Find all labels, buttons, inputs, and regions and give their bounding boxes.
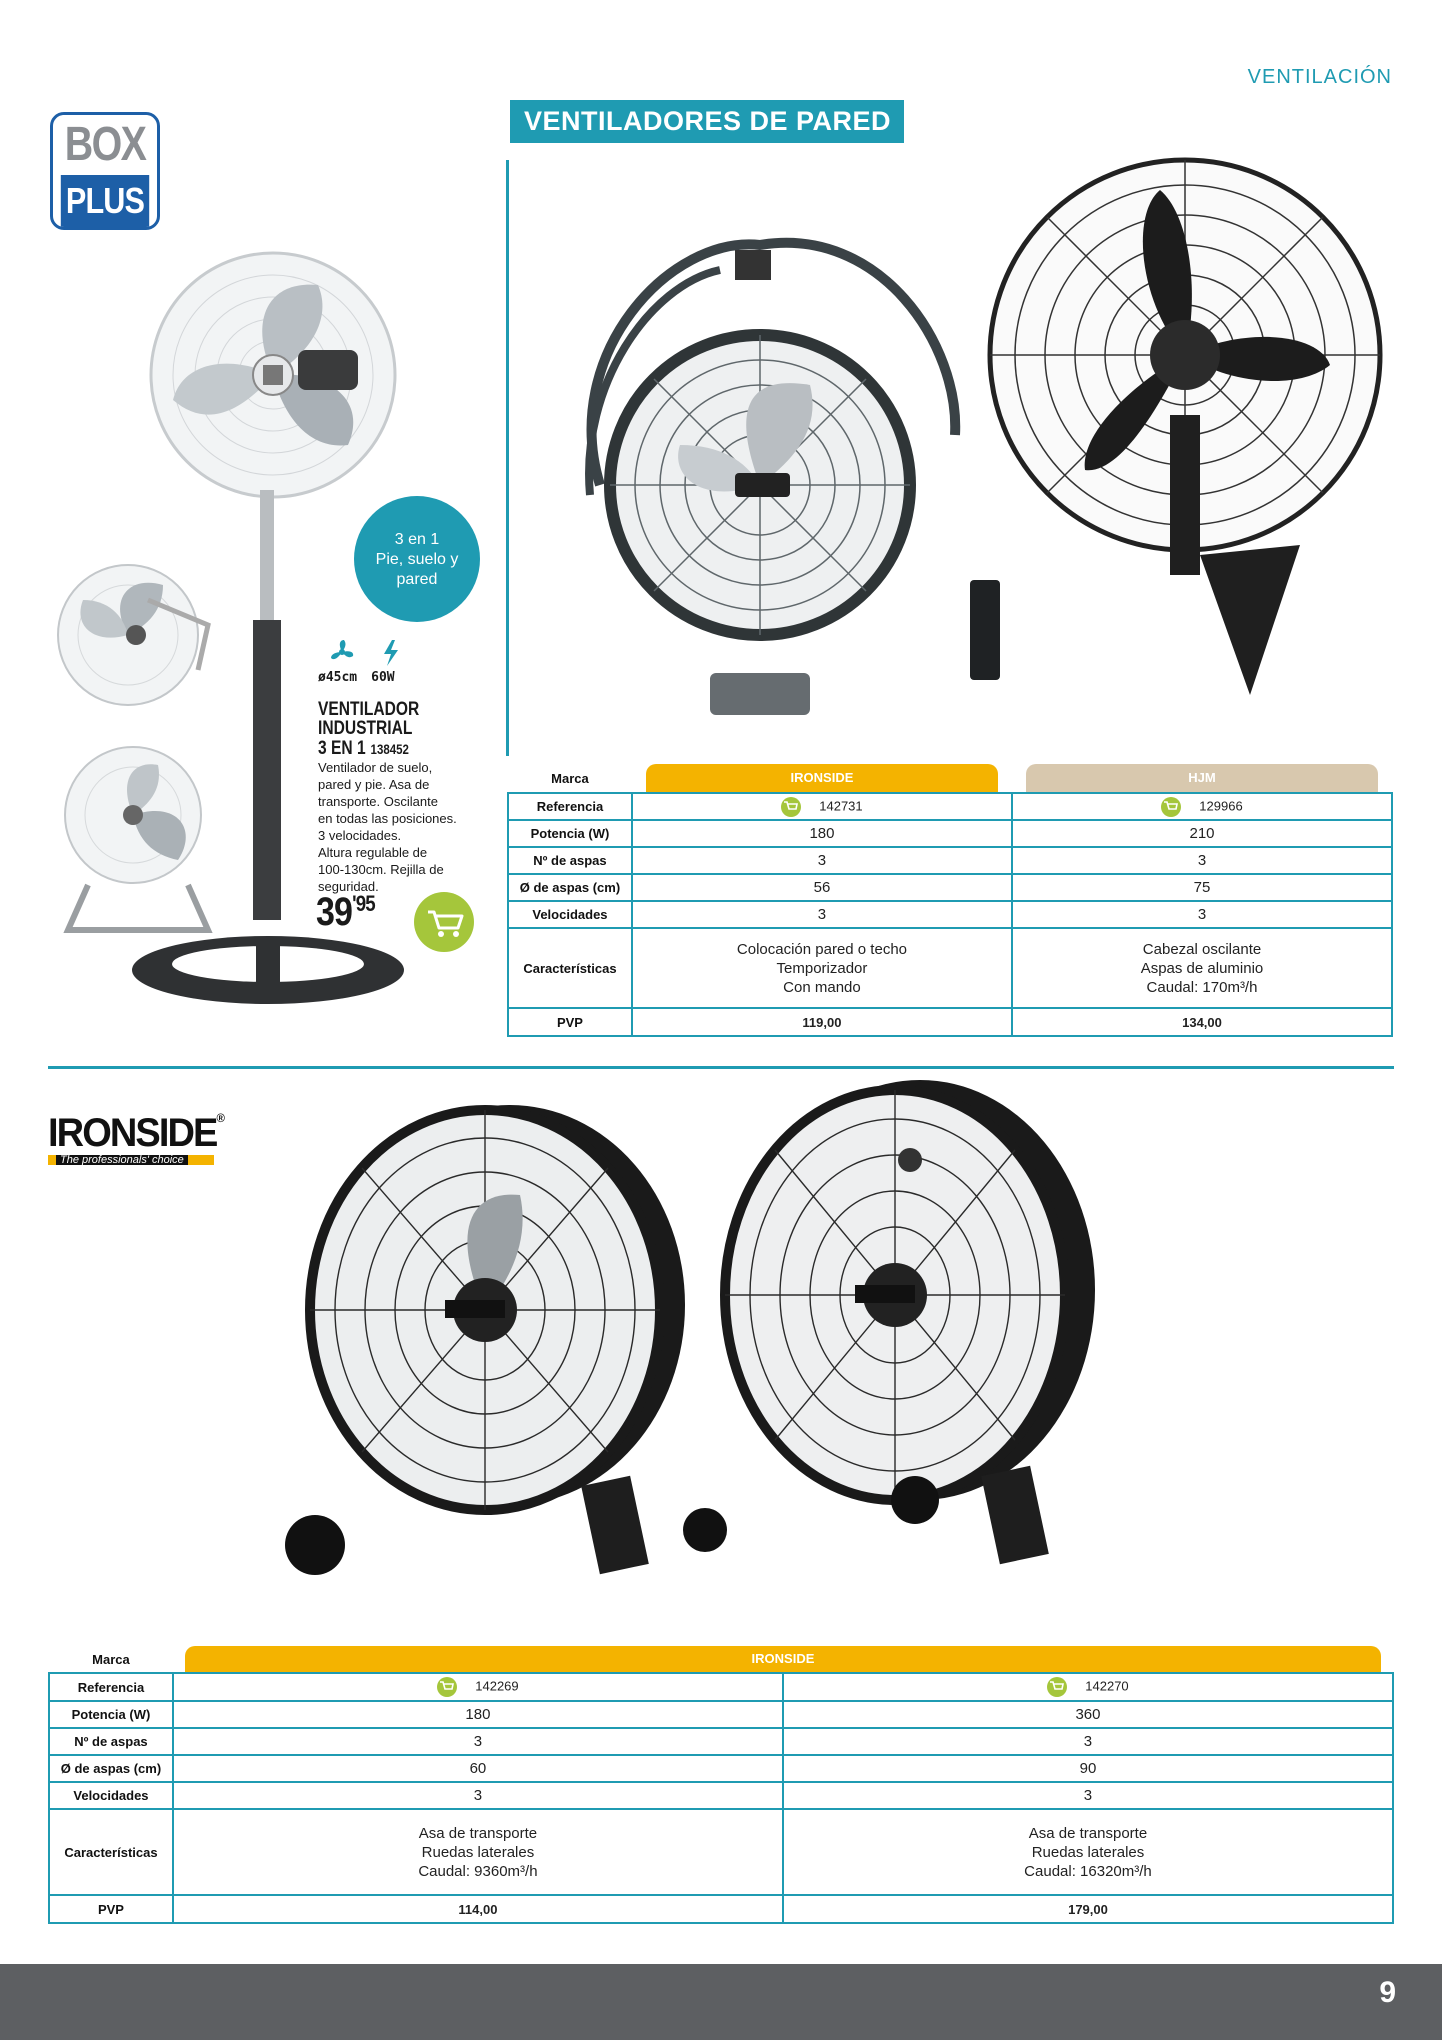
power-value: 60W [371,670,395,685]
diameter-value: ø45cm [318,670,358,685]
desc-line: pared y pie. Asa de [318,777,430,792]
fan-blades-icon [331,640,353,659]
label-marca: Marca [551,770,589,786]
ref-cell [1012,793,1392,820]
page-number: 9 [1379,1976,1396,2009]
remote-control [970,580,1000,680]
product-description [318,759,468,895]
desc-line: transporte. Oscilante [318,794,438,809]
brand-ironside: IRONSIDE [646,764,998,792]
badge-line-3: pared [396,571,438,588]
box-plus-top: BOX [62,115,147,175]
ironside-logo-word: IRONSIDE [48,1111,217,1155]
potencia-value: 180 [173,1701,783,1728]
aspas-value: 3 [783,1728,1393,1755]
desc-line: seguridad. [318,879,379,894]
spec-table-2 [48,1646,1394,1924]
cart-icon[interactable] [781,797,801,817]
spec-values [318,670,409,685]
caracteristica-line: Caudal: 16320m³/h [1024,1862,1152,1880]
caracteristica-line: Con mando [783,978,861,996]
product-subtitle [318,738,409,760]
page-title: VENTILADORES DE PARED [510,100,904,143]
diametro-value: 60 [173,1755,783,1782]
lightning-icon [384,640,398,666]
aspas-value: 3 [632,847,1012,874]
cart-icon[interactable] [1047,1677,1067,1697]
product-name-line-1: VENTILADOR [318,699,420,720]
ref-cell [632,793,1012,820]
add-to-cart-button[interactable] [414,892,474,952]
label-caracteristicas: Características [508,928,632,1008]
price-integer: 39 [316,890,353,934]
brand-ironside: IRONSIDE [185,1646,1381,1672]
ironside-tagline: The professionals' choice [56,1155,188,1165]
caracteristica-line: Cabezal oscilante [1142,940,1262,958]
diametro-value: 56 [632,874,1012,901]
pvp-value: 119,00 [632,1008,1012,1036]
potencia-value: 210 [1012,820,1392,847]
label-diametro: Ø de aspas (cm) [508,874,632,901]
pvp-value: 134,00 [1012,1008,1392,1036]
potencia-value: 180 [632,820,1012,847]
caracteristica-line: Temporizador [776,959,868,977]
diametro-value: 75 [1012,874,1392,901]
caracteristicas-cell [173,1809,783,1895]
fan-small-2 [65,747,208,930]
label-pvp: PVP [508,1008,632,1036]
ref-value: 142269 [475,1678,519,1694]
pvp-value: 179,00 [783,1895,1393,1923]
label-pvp: PVP [49,1895,173,1923]
desc-line: Ventilador de suelo, [318,760,433,775]
velocidades-value: 3 [1012,901,1392,928]
caracteristica-line: Asa de transporte [418,1824,538,1842]
label-diametro: Ø de aspas (cm) [49,1755,173,1782]
aspas-value: 3 [1012,847,1392,874]
caracteristica-line: Caudal: 170m³/h [1146,978,1258,996]
drum-fan-90 [683,1080,1095,1564]
caracteristicas-cell [632,928,1012,1008]
price-decimals: '95 [352,891,375,916]
label-caracteristicas: Características [49,1809,173,1895]
velocidades-value: 3 [173,1782,783,1809]
velocidades-value: 3 [632,901,1012,928]
caracteristica-line: Colocación pared o techo [736,940,908,958]
ref-cell [783,1673,1393,1701]
cart-icon[interactable] [437,1677,457,1697]
product-name-line-3: 3 EN 1 [318,738,366,759]
product-reference: 138452 [370,741,409,757]
label-marca: Marca [92,1651,130,1667]
desc-line: 3 velocidades. [318,828,402,843]
caracteristica-line: Asa de transporte [1028,1824,1148,1842]
caracteristica-line: Aspas de aluminio [1140,959,1264,977]
spec-table-1 [507,764,1393,1037]
cart-icon [414,892,474,952]
caracteristica-line: Ruedas laterales [421,1843,535,1861]
aspas-value: 3 [173,1728,783,1755]
product-name [318,700,419,738]
wall-fans-image [560,155,1390,735]
box-plus-logo [50,112,160,230]
three-in-one-badge [354,496,480,622]
label-referencia: Referencia [508,793,632,820]
product-name-line-2: INDUSTRIAL [318,718,413,739]
label-referencia: Referencia [49,1673,173,1701]
drum-fans-image [270,1080,1350,1620]
cart-icon[interactable] [1161,797,1181,817]
diametro-value: 90 [783,1755,1393,1782]
ref-value: 142270 [1085,1678,1129,1694]
desc-line: en todas las posiciones. [318,811,457,826]
section-divider [48,1066,1394,1069]
ref-value: 142731 [819,797,863,813]
label-velocidades: Velocidades [508,901,632,928]
ref-value: 129966 [1199,797,1243,813]
ref-cell [173,1673,783,1701]
vertical-divider [506,160,509,756]
footer-bar [0,1964,1442,2040]
fan-head-main [151,253,395,497]
caracteristicas-cell [783,1809,1393,1895]
drum-fan-60 [285,1105,685,1575]
label-aspas: Nº de aspas [49,1728,173,1755]
desc-line: Altura regulable de [318,845,428,860]
label-velocidades: Velocidades [49,1782,173,1809]
section-tag: VENTILACIÓN [1247,66,1392,88]
caracteristicas-cell [1012,928,1392,1008]
potencia-value: 360 [783,1701,1393,1728]
badge-line-2: Pie, suelo y [375,551,459,568]
fan-small-1 [58,565,208,705]
label-aspas: Nº de aspas [508,847,632,874]
velocidades-value: 3 [783,1782,1393,1809]
wall-fan-ironside [589,243,1000,715]
caracteristica-line: Ruedas laterales [1031,1843,1145,1861]
desc-line: 100-130cm. Rejilla de [318,862,444,877]
product-price [316,890,375,935]
fan-pole-lower [253,620,281,920]
box-plus-bottom: PLUS [61,175,149,227]
badge-line-1: 3 en 1 [394,531,440,548]
caracteristica-line: Caudal: 9360m³/h [418,1862,538,1880]
brand-hjm: HJM [1026,764,1378,792]
pvp-value: 114,00 [173,1895,783,1923]
ironside-logo: IRONSIDE® The professionals' choice [48,1111,223,1166]
wall-fan-hjm [990,160,1380,695]
spec-icons [328,638,428,668]
label-potencia: Potencia (W) [49,1701,173,1728]
label-potencia: Potencia (W) [508,820,632,847]
